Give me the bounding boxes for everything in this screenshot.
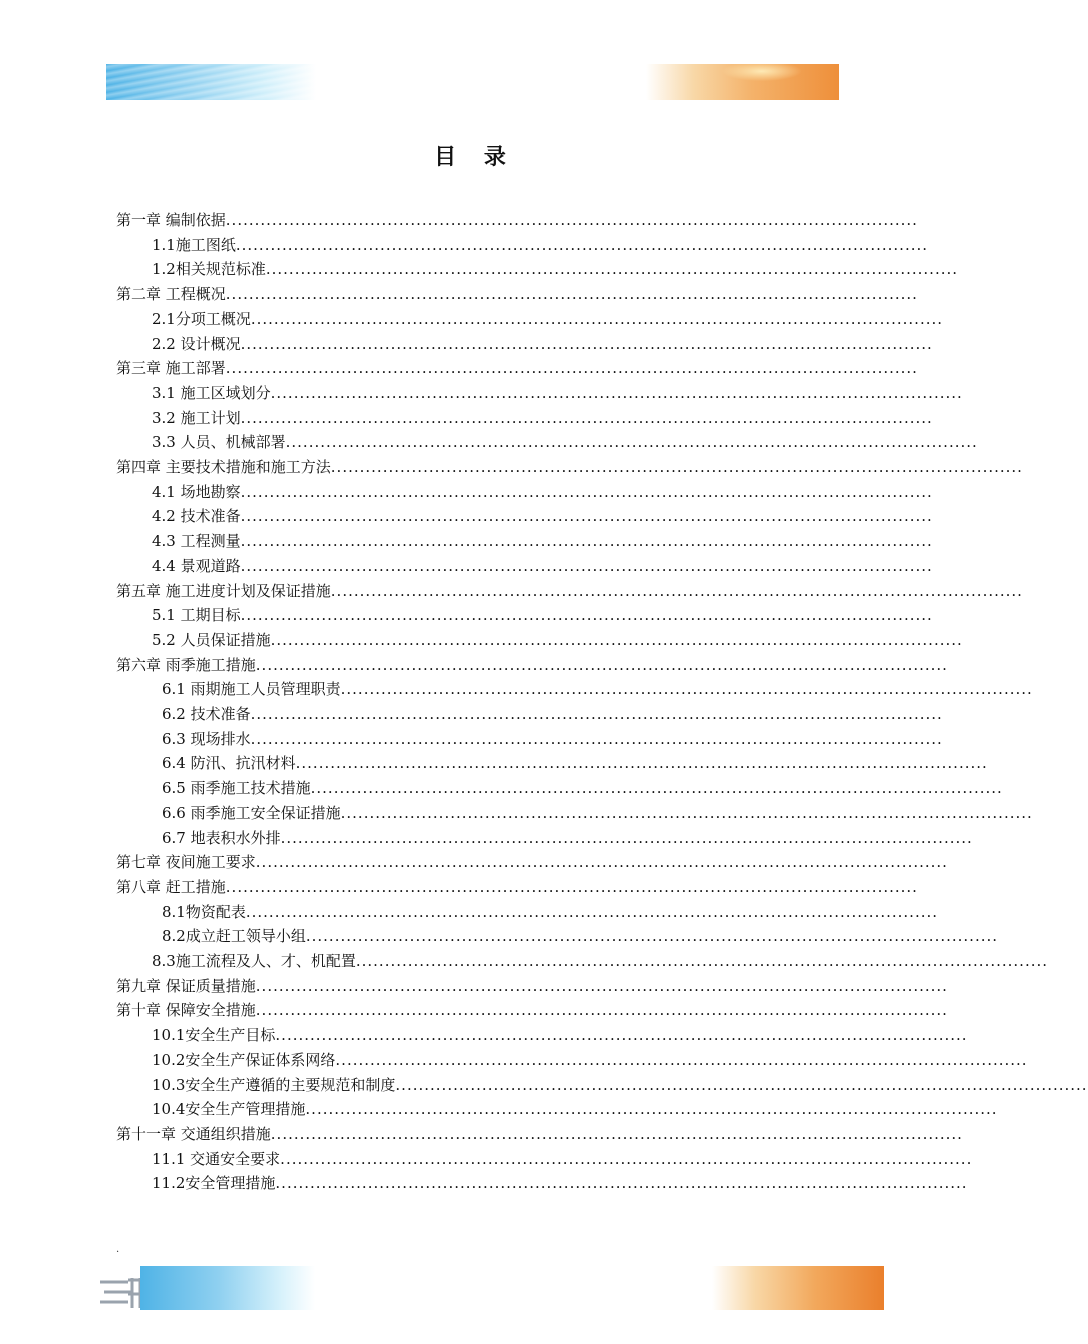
- toc-chapter-entry[interactable]: [116, 208, 918, 233]
- toc-leader-dots: ........................................................................................................................: [235, 236, 929, 254]
- toc-leader-dots: ........................................................................................................................: [295, 754, 988, 772]
- toc-section-entry[interactable]: [162, 826, 973, 851]
- toc-leader-dots: ........................................................................................................................: [250, 310, 944, 328]
- toc-section-entry[interactable]: [152, 480, 933, 505]
- toc-chapter-entry[interactable]: [116, 653, 948, 678]
- toc-entry-label: 第四章 主要技术措施和施工方法: [116, 458, 331, 476]
- toc-leader-dots: ........................................................................................................................: [395, 1076, 1088, 1094]
- toc-entry-label: 1.1施工图纸: [152, 236, 236, 254]
- toc-leader-dots: ........................................................................................................................: [255, 656, 948, 674]
- toc-leader-dots: ........................................................................................................................: [240, 532, 933, 550]
- toc-entry-label: 4.1 场地勘察: [152, 483, 241, 501]
- toc-section-entry[interactable]: [162, 702, 943, 727]
- toc-leader-dots: ........................................................................................................................: [255, 1001, 948, 1019]
- toc-section-entry[interactable]: [152, 307, 944, 332]
- toc-leader-dots: ........................................................................................................................: [270, 1125, 963, 1143]
- toc-chapter-entry[interactable]: [116, 1122, 963, 1147]
- toc-leader-dots: ........................................................................................................................: [270, 384, 963, 402]
- toc-leader-dots: ........................................................................................................................: [275, 1174, 968, 1192]
- toc-entry-label: 第五章 施工进度计划及保证措施: [116, 582, 331, 600]
- toc-leader-dots: ........................................................................................................................: [245, 903, 939, 921]
- toc-entry-label: 3.3 人员、机械部署: [152, 433, 286, 451]
- toc-entry-label: 10.4安全生产管理措施: [152, 1100, 306, 1118]
- toc-leader-dots: ........................................................................................................................: [250, 730, 943, 748]
- toc-entry-label: 4.4 景观道路: [152, 557, 241, 575]
- toc-leader-dots: ........................................................................................................................: [255, 853, 948, 871]
- toc-entry-label: 第三章 施工部署: [116, 359, 226, 377]
- toc-leader-dots: ........................................................................................................................: [335, 1051, 1028, 1069]
- toc-entry-label: 6.6 雨季施工安全保证措施: [162, 804, 341, 822]
- toc-leader-dots: ........................................................................................................................: [355, 952, 1049, 970]
- toc-leader-dots: ........................................................................................................................: [225, 211, 918, 229]
- toc-entry-label: 5.1 工期目标: [152, 606, 241, 624]
- toc-leader-dots: ........................................................................................................................: [280, 829, 973, 847]
- toc-section-entry[interactable]: [152, 332, 933, 357]
- toc-entry-label: 4.3 工程测量: [152, 532, 241, 550]
- toc-section-entry[interactable]: [152, 529, 933, 554]
- header-banner-sky: [106, 64, 316, 100]
- toc-leader-dots: ........................................................................................................................: [330, 458, 1023, 476]
- footer-dot: .: [116, 1244, 120, 1255]
- toc-entry-label: 6.5 雨季施工技术措施: [162, 779, 311, 797]
- toc-section-entry[interactable]: [152, 406, 933, 431]
- toc-leader-dots: ........................................................................................................................: [240, 335, 933, 353]
- toc-section-entry[interactable]: [152, 257, 959, 282]
- toc-section-entry[interactable]: [152, 1048, 1028, 1073]
- toc-leader-dots: ........................................................................................................................: [240, 606, 933, 624]
- toc-entry-label: 8.1物资配表: [162, 903, 246, 921]
- toc-section-entry[interactable]: [152, 504, 933, 529]
- toc-section-entry[interactable]: [152, 1147, 973, 1172]
- toc-entry-label: 2.2 设计概况: [152, 335, 241, 353]
- toc-entry-label: 第八章 赶工措施: [116, 878, 226, 896]
- toc-entry-label: 3.2 施工计划: [152, 409, 241, 427]
- toc-section-entry[interactable]: [162, 924, 999, 949]
- toc-entry-label: 10.3安全生产遵循的主要规范和制度: [152, 1076, 396, 1094]
- toc-section-entry[interactable]: [162, 801, 1033, 826]
- toc-section-entry[interactable]: [152, 1023, 968, 1048]
- toc-section-entry[interactable]: [162, 776, 1003, 801]
- toc-entry-label: 6.3 现场排水: [162, 730, 251, 748]
- toc-chapter-entry[interactable]: [116, 455, 1023, 480]
- page-title: 目 录: [434, 145, 516, 170]
- toc-entry-label: 10.2安全生产保证体系网络: [152, 1051, 336, 1069]
- toc-section-entry[interactable]: [152, 949, 1049, 974]
- toc-leader-dots: ........................................................................................................................: [280, 1150, 973, 1168]
- toc-leader-dots: ........................................................................................................................: [240, 409, 933, 427]
- header-banner-sunset: [646, 64, 839, 100]
- toc-chapter-entry[interactable]: [116, 282, 918, 307]
- toc-section-entry[interactable]: [152, 554, 933, 579]
- toc-section-entry[interactable]: [152, 430, 978, 455]
- toc-entry-label: 8.2成立赶工领导小组: [162, 927, 306, 945]
- toc-chapter-entry[interactable]: [116, 998, 948, 1023]
- toc-section-entry[interactable]: [152, 603, 933, 628]
- toc-leader-dots: ........................................................................................................................: [340, 804, 1033, 822]
- toc-leader-dots: ........................................................................................................................: [250, 705, 943, 723]
- toc-section-entry[interactable]: [152, 1097, 998, 1122]
- toc-leader-dots: ........................................................................................................................: [225, 285, 918, 303]
- toc-section-entry[interactable]: [152, 1073, 1088, 1098]
- toc-leader-dots: ........................................................................................................................: [270, 631, 963, 649]
- toc-section-entry[interactable]: [152, 628, 963, 653]
- toc-section-entry[interactable]: [162, 900, 939, 925]
- toc-entry-label: 第十一章 交通组织措施: [116, 1125, 271, 1143]
- toc-chapter-entry[interactable]: [116, 579, 1023, 604]
- footer-banner-sunset: [712, 1266, 884, 1310]
- toc-leader-dots: ........................................................................................................................: [275, 1026, 968, 1044]
- toc-leader-dots: ........................................................................................................................: [240, 507, 933, 525]
- toc-entry-label: 11.1 交通安全要求: [152, 1150, 281, 1168]
- toc-entry-label: 5.2 人员保证措施: [152, 631, 271, 649]
- toc-leader-dots: ........................................................................................................................: [305, 927, 999, 945]
- toc-leader-dots: ........................................................................................................................: [310, 779, 1003, 797]
- toc-leader-dots: ........................................................................................................................: [285, 433, 978, 451]
- toc-chapter-entry[interactable]: [116, 974, 948, 999]
- toc-entry-label: 第十章 保障安全措施: [116, 1001, 256, 1019]
- toc-entry-label: 1.2相关规范标准: [152, 260, 266, 278]
- toc-entry-label: 6.2 技术准备: [162, 705, 251, 723]
- toc-entry-label: 6.1 雨期施工人员管理职责: [162, 680, 341, 698]
- toc-entry-label: 第二章 工程概况: [116, 285, 226, 303]
- toc-entry-label: 第六章 雨季施工措施: [116, 656, 256, 674]
- toc-entry-label: 第九章 保证质量措施: [116, 977, 256, 995]
- toc-leader-dots: ........................................................................................................................: [330, 582, 1023, 600]
- toc-section-entry[interactable]: [162, 677, 1033, 702]
- toc-section-entry[interactable]: [162, 751, 988, 776]
- toc-section-entry[interactable]: [162, 727, 943, 752]
- toc-section-entry[interactable]: [152, 1171, 968, 1196]
- toc-entry-label: 4.2 技术准备: [152, 507, 241, 525]
- toc-leader-dots: ........................................................................................................................: [240, 483, 933, 501]
- toc-leader-dots: ........................................................................................................................: [225, 878, 918, 896]
- toc-entry-label: 6.7 地表积水外排: [162, 829, 281, 847]
- toc-chapter-entry[interactable]: [116, 356, 918, 381]
- toc-entry-label: 第一章 编制依据: [116, 211, 226, 229]
- toc-leader-dots: ........................................................................................................................: [340, 680, 1033, 698]
- toc-chapter-entry[interactable]: [116, 850, 948, 875]
- toc-section-entry[interactable]: [152, 233, 929, 258]
- toc-entry-label: 3.1 施工区域划分: [152, 384, 271, 402]
- footer-banner-sky: [140, 1266, 315, 1310]
- toc-chapter-entry[interactable]: [116, 875, 918, 900]
- toc-leader-dots: ........................................................................................................................: [255, 977, 948, 995]
- toc-leader-dots: ........................................................................................................................: [225, 359, 918, 377]
- toc-section-entry[interactable]: [152, 381, 963, 406]
- toc-entry-label: 10.1安全生产目标: [152, 1026, 276, 1044]
- toc-leader-dots: ........................................................................................................................: [305, 1100, 998, 1118]
- toc-entry-label: 8.3施工流程及人、才、机配置: [152, 952, 356, 970]
- toc-entry-label: 2.1分项工概况: [152, 310, 251, 328]
- toc-entry-label: 6.4 防汛、抗汛材料: [162, 754, 296, 772]
- toc-entry-label: 第七章 夜间施工要求: [116, 853, 256, 871]
- toc-entry-label: 11.2安全管理措施: [152, 1174, 276, 1192]
- toc-leader-dots: ........................................................................................................................: [265, 260, 959, 278]
- toc-leader-dots: ........................................................................................................................: [240, 557, 933, 575]
